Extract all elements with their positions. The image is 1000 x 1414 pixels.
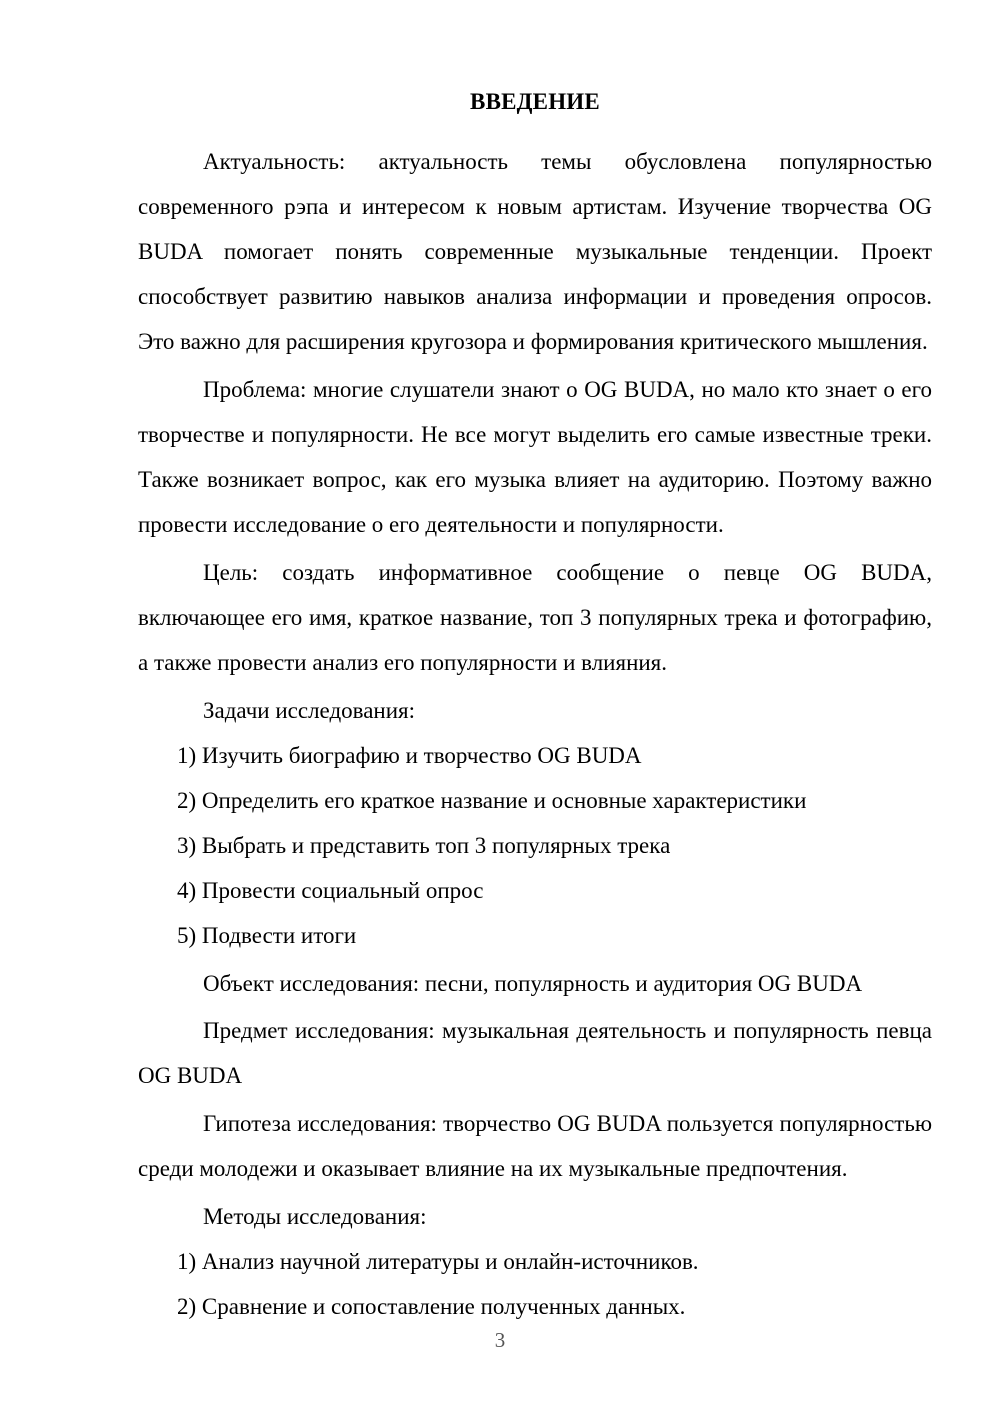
paragraph-subject: Предмет исследования: музыкальная деятельность и популярность певца OG BUDA <box>138 1017 932 1088</box>
list-item: 3) Выбрать и представить топ 3 популярных трека <box>177 832 671 858</box>
document-body <box>138 88 932 1329</box>
list-item: 4) Провести социальный опрос <box>177 877 484 903</box>
list-item: 5) Подвести итоги <box>177 922 357 948</box>
page-number: 3 <box>494 1328 506 1352</box>
paragraph-hypothesis: Гипотеза исследования: творчество OG BUDA пользуется популярностью среди молодежи и оказывает влияние на их музыкальные предпочтения. <box>138 1110 932 1181</box>
list-item: 1) Изучить биографию и творчество OG BUDA <box>177 742 642 768</box>
paragraph-goal: Цель: создать информативное сообщение о певце OG BUDA, включающее его имя, краткое название, топ 3 популярных трека и фотографию, а также провести анализ его популярности и влияния. <box>138 559 932 675</box>
paragraph-object: Объект исследования: песни, популярность и аудитория OG BUDA <box>203 970 863 996</box>
methods-heading: Методы исследования: <box>203 1203 427 1229</box>
list-item: 2) Сравнение и сопоставление полученных данных. <box>177 1293 686 1319</box>
tasks-heading: Задачи исследования: <box>203 697 416 723</box>
paragraph-relevance: Актуальность: актуальность темы обусловлена популярностью современного рэпа и интересом к новым артистам. Изучение творчества OG BUDA помогает понять современные музыкальные тенденции. Проект способствует развитию навыков анализа информации и проведения опросов. Это важно для расширения кругозора и формирования критического мышления. <box>138 148 932 354</box>
list-item: 2) Определить его краткое название и основные характеристики <box>177 787 807 813</box>
list-item: 1) Анализ научной литературы и онлайн-источников. <box>177 1248 699 1274</box>
paragraph-problem: Проблема: многие слушатели знают о OG BUDA, но мало кто знает о его творчестве и популярности. Не все могут выделить его самые известные треки. Также возникает вопрос, как его музыка влияет на аудиторию. Поэтому важно провести исследование о его деятельности и популярности. <box>138 376 932 537</box>
page-title: ВВЕДЕНИЕ <box>470 89 600 114</box>
